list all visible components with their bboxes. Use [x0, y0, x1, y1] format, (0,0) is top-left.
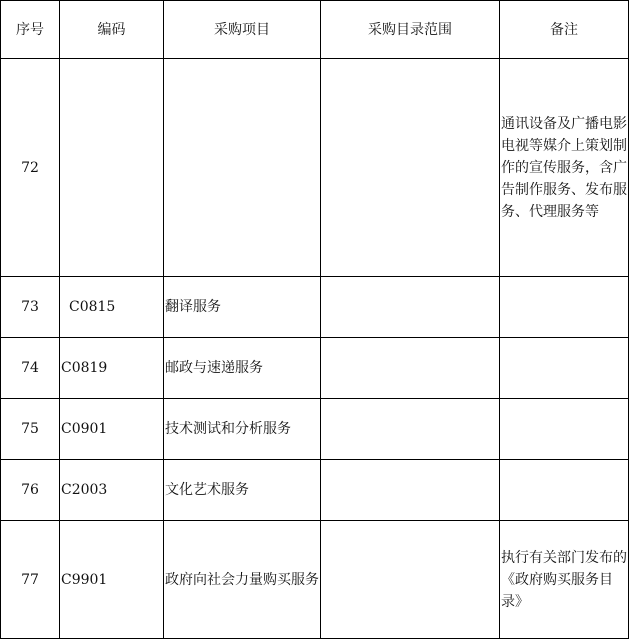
cell-scope	[321, 59, 500, 277]
header-seq: 序号	[1, 1, 60, 59]
cell-seq: 72	[1, 59, 60, 277]
cell-seq: 74	[1, 338, 60, 399]
cell-remark	[500, 338, 629, 399]
cell-seq: 76	[1, 460, 60, 521]
cell-scope	[321, 277, 500, 338]
cell-code: C0901	[60, 399, 164, 460]
cell-remark	[500, 460, 629, 521]
cell-seq: 77	[1, 521, 60, 639]
cell-project: 邮政与速递服务	[164, 338, 321, 399]
table-row	[1, 277, 629, 338]
cell-seq: 73	[1, 277, 60, 338]
table-row	[1, 460, 629, 521]
cell-remark	[500, 521, 629, 639]
table-row	[1, 59, 629, 277]
cell-project: 翻译服务	[164, 277, 321, 338]
table-row	[1, 338, 629, 399]
cell-scope	[321, 338, 500, 399]
header-project: 采购项目	[164, 1, 321, 59]
cell-code: C2003	[60, 460, 164, 521]
cell-project	[164, 59, 321, 277]
remark-text: 通讯设备及广播电影电视等媒介上策划制作的宣传服务，含广告制作服务、发布服务、代理服务等	[501, 115, 627, 220]
cell-scope	[321, 521, 500, 639]
table-row	[1, 399, 629, 460]
cell-remark	[500, 277, 629, 338]
cell-code: C0819	[60, 338, 164, 399]
cell-code	[60, 59, 164, 277]
cell-project: 技术测试和分析服务	[164, 399, 321, 460]
table-row	[1, 521, 629, 639]
cell-scope	[321, 399, 500, 460]
header-code: 编码	[60, 1, 164, 59]
cell-remark	[500, 59, 629, 277]
cell-scope	[321, 460, 500, 521]
cell-code: C0815	[60, 277, 164, 338]
header-scope: 采购目录范围	[321, 1, 500, 59]
remark-text: 执行有关部门发布的《政府购买服务目录》	[501, 549, 627, 610]
cell-code: C9901	[60, 521, 164, 639]
cell-project: 文化艺术服务	[164, 460, 321, 521]
header-remark: 备注	[500, 1, 629, 59]
cell-project: 政府向社会力量购买服务	[164, 521, 321, 639]
cell-seq: 75	[1, 399, 60, 460]
header-row	[1, 1, 629, 59]
cell-remark	[500, 399, 629, 460]
